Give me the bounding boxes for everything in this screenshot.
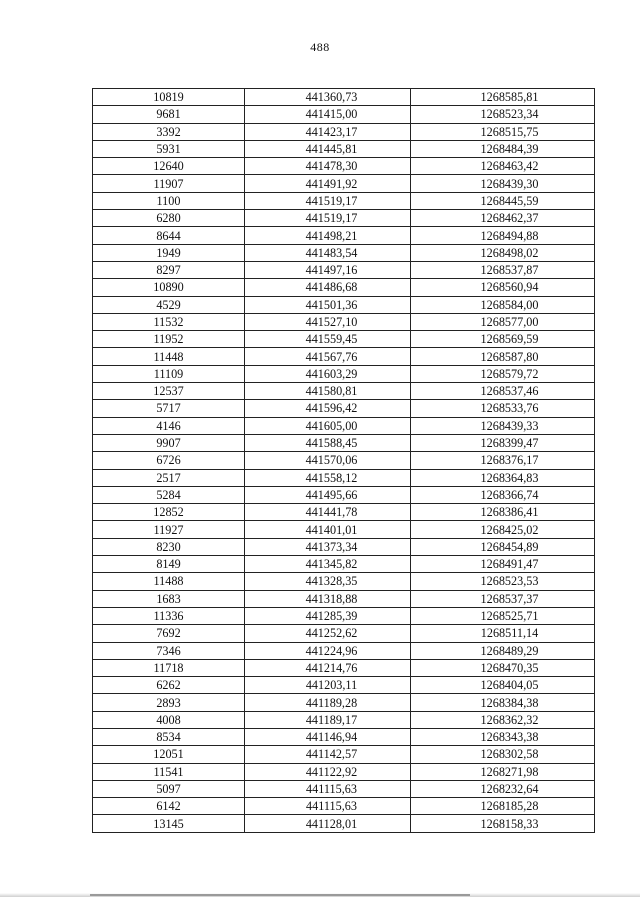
y-coordinate-cell: 1268364,83 [411, 469, 595, 486]
table-row [93, 590, 595, 607]
x-coordinate-cell: 441567,76 [245, 348, 411, 365]
x-coordinate-cell: 441441,78 [245, 504, 411, 521]
point-number-cell: 11927 [93, 521, 245, 538]
point-number-cell: 4529 [93, 296, 245, 313]
y-coordinate-cell: 1268537,46 [411, 383, 595, 400]
point-number-cell: 6142 [93, 798, 245, 815]
point-number-cell: 7346 [93, 642, 245, 659]
y-coordinate-cell: 1268537,37 [411, 590, 595, 607]
y-coordinate-cell: 1268579,72 [411, 365, 595, 382]
scan-mark [90, 894, 470, 896]
table-row [93, 313, 595, 330]
y-coordinate-cell: 1268491,47 [411, 556, 595, 573]
point-number-cell: 8644 [93, 227, 245, 244]
table-row [93, 607, 595, 624]
x-coordinate-cell: 441401,01 [245, 521, 411, 538]
x-coordinate-cell: 441142,57 [245, 746, 411, 763]
point-number-cell: 6280 [93, 210, 245, 227]
point-number-cell: 6262 [93, 677, 245, 694]
x-coordinate-cell: 441252,62 [245, 625, 411, 642]
x-coordinate-cell: 441580,81 [245, 383, 411, 400]
y-coordinate-cell: 1268470,35 [411, 659, 595, 676]
table-row [93, 192, 595, 209]
table-row [93, 469, 595, 486]
x-coordinate-cell: 441328,35 [245, 573, 411, 590]
y-coordinate-cell: 1268525,71 [411, 607, 595, 624]
point-number-cell: 13145 [93, 815, 245, 832]
point-number-cell: 5097 [93, 780, 245, 797]
table-row [93, 140, 595, 157]
y-coordinate-cell: 1268343,38 [411, 728, 595, 745]
point-number-cell: 12852 [93, 504, 245, 521]
point-number-cell: 12051 [93, 746, 245, 763]
x-coordinate-cell: 441570,06 [245, 452, 411, 469]
table-row [93, 486, 595, 503]
y-coordinate-cell: 1268445,59 [411, 192, 595, 209]
table-row [93, 538, 595, 555]
table-row [93, 331, 595, 348]
point-number-cell: 11541 [93, 763, 245, 780]
x-coordinate-cell: 441189,17 [245, 711, 411, 728]
point-number-cell: 12640 [93, 158, 245, 175]
point-number-cell: 2893 [93, 694, 245, 711]
x-coordinate-cell: 441497,16 [245, 261, 411, 278]
x-coordinate-cell: 441115,63 [245, 798, 411, 815]
x-coordinate-cell: 441203,11 [245, 677, 411, 694]
y-coordinate-cell: 1268271,98 [411, 763, 595, 780]
table-row [93, 348, 595, 365]
table-row [93, 175, 595, 192]
y-coordinate-cell: 1268498,02 [411, 244, 595, 261]
y-coordinate-cell: 1268577,00 [411, 313, 595, 330]
x-coordinate-cell: 441360,73 [245, 89, 411, 106]
x-coordinate-cell: 441128,01 [245, 815, 411, 832]
x-coordinate-cell: 441603,29 [245, 365, 411, 382]
y-coordinate-cell: 1268158,33 [411, 815, 595, 832]
x-coordinate-cell: 441605,00 [245, 417, 411, 434]
table-row [93, 365, 595, 382]
coordinates-table [92, 88, 595, 833]
table-row [93, 556, 595, 573]
table-row [93, 625, 595, 642]
x-coordinate-cell: 441495,66 [245, 486, 411, 503]
x-coordinate-cell: 441224,96 [245, 642, 411, 659]
point-number-cell: 11907 [93, 175, 245, 192]
table-row [93, 452, 595, 469]
table-row [93, 210, 595, 227]
point-number-cell: 4146 [93, 417, 245, 434]
y-coordinate-cell: 1268489,29 [411, 642, 595, 659]
table-row [93, 296, 595, 313]
table-row [93, 815, 595, 832]
point-number-cell: 1683 [93, 590, 245, 607]
point-number-cell: 11109 [93, 365, 245, 382]
table-row [93, 521, 595, 538]
y-coordinate-cell: 1268386,41 [411, 504, 595, 521]
x-coordinate-cell: 441501,36 [245, 296, 411, 313]
table-row [93, 728, 595, 745]
table-row [93, 746, 595, 763]
x-coordinate-cell: 441478,30 [245, 158, 411, 175]
point-number-cell: 4008 [93, 711, 245, 728]
table-row [93, 573, 595, 590]
x-coordinate-cell: 441445,81 [245, 140, 411, 157]
table-row [93, 642, 595, 659]
table-row [93, 780, 595, 797]
x-coordinate-cell: 441491,92 [245, 175, 411, 192]
y-coordinate-cell: 1268425,02 [411, 521, 595, 538]
x-coordinate-cell: 441588,45 [245, 434, 411, 451]
table-row [93, 227, 595, 244]
table-row [93, 434, 595, 451]
y-coordinate-cell: 1268454,89 [411, 538, 595, 555]
page-number: 488 [310, 40, 330, 54]
coordinates-table-body [93, 89, 595, 833]
x-coordinate-cell: 441318,88 [245, 590, 411, 607]
y-coordinate-cell: 1268587,80 [411, 348, 595, 365]
table-row [93, 417, 595, 434]
y-coordinate-cell: 1268463,42 [411, 158, 595, 175]
x-coordinate-cell: 441498,21 [245, 227, 411, 244]
table-row [93, 279, 595, 296]
table-row [93, 711, 595, 728]
x-coordinate-cell: 441122,92 [245, 763, 411, 780]
y-coordinate-cell: 1268399,47 [411, 434, 595, 451]
table-row [93, 158, 595, 175]
table-row [93, 383, 595, 400]
y-coordinate-cell: 1268523,53 [411, 573, 595, 590]
point-number-cell: 11336 [93, 607, 245, 624]
x-coordinate-cell: 441146,94 [245, 728, 411, 745]
table-row [93, 400, 595, 417]
table-row [93, 659, 595, 676]
point-number-cell: 1949 [93, 244, 245, 261]
y-coordinate-cell: 1268584,00 [411, 296, 595, 313]
point-number-cell: 8230 [93, 538, 245, 555]
y-coordinate-cell: 1268533,76 [411, 400, 595, 417]
y-coordinate-cell: 1268439,33 [411, 417, 595, 434]
x-coordinate-cell: 441189,28 [245, 694, 411, 711]
point-number-cell: 5717 [93, 400, 245, 417]
point-number-cell: 11952 [93, 331, 245, 348]
x-coordinate-cell: 441519,17 [245, 210, 411, 227]
table-row [93, 106, 595, 123]
point-number-cell: 7692 [93, 625, 245, 642]
y-coordinate-cell: 1268404,05 [411, 677, 595, 694]
point-number-cell: 11718 [93, 659, 245, 676]
y-coordinate-cell: 1268366,74 [411, 486, 595, 503]
point-number-cell: 8149 [93, 556, 245, 573]
x-coordinate-cell: 441115,63 [245, 780, 411, 797]
y-coordinate-cell: 1268523,34 [411, 106, 595, 123]
y-coordinate-cell: 1268462,37 [411, 210, 595, 227]
table-row [93, 504, 595, 521]
point-number-cell: 6726 [93, 452, 245, 469]
point-number-cell: 9907 [93, 434, 245, 451]
point-number-cell: 8297 [93, 261, 245, 278]
y-coordinate-cell: 1268569,59 [411, 331, 595, 348]
x-coordinate-cell: 441214,76 [245, 659, 411, 676]
table-row [93, 763, 595, 780]
x-coordinate-cell: 441519,17 [245, 192, 411, 209]
x-coordinate-cell: 441345,82 [245, 556, 411, 573]
point-number-cell: 12537 [93, 383, 245, 400]
y-coordinate-cell: 1268560,94 [411, 279, 595, 296]
x-coordinate-cell: 441596,42 [245, 400, 411, 417]
point-number-cell: 10819 [93, 89, 245, 106]
point-number-cell: 1100 [93, 192, 245, 209]
point-number-cell: 5284 [93, 486, 245, 503]
x-coordinate-cell: 441527,10 [245, 313, 411, 330]
table-row [93, 677, 595, 694]
y-coordinate-cell: 1268439,30 [411, 175, 595, 192]
x-coordinate-cell: 441423,17 [245, 123, 411, 140]
x-coordinate-cell: 441285,39 [245, 607, 411, 624]
table-row [93, 244, 595, 261]
x-coordinate-cell: 441558,12 [245, 469, 411, 486]
x-coordinate-cell: 441559,45 [245, 331, 411, 348]
table-row [93, 89, 595, 106]
point-number-cell: 11448 [93, 348, 245, 365]
point-number-cell: 5931 [93, 140, 245, 157]
table-row [93, 798, 595, 815]
y-coordinate-cell: 1268515,75 [411, 123, 595, 140]
y-coordinate-cell: 1268585,81 [411, 89, 595, 106]
point-number-cell: 2517 [93, 469, 245, 486]
table-row [93, 261, 595, 278]
x-coordinate-cell: 441415,00 [245, 106, 411, 123]
point-number-cell: 10890 [93, 279, 245, 296]
x-coordinate-cell: 441483,54 [245, 244, 411, 261]
y-coordinate-cell: 1268484,39 [411, 140, 595, 157]
y-coordinate-cell: 1268232,64 [411, 780, 595, 797]
y-coordinate-cell: 1268494,88 [411, 227, 595, 244]
point-number-cell: 9681 [93, 106, 245, 123]
y-coordinate-cell: 1268537,87 [411, 261, 595, 278]
y-coordinate-cell: 1268376,17 [411, 452, 595, 469]
y-coordinate-cell: 1268302,58 [411, 746, 595, 763]
y-coordinate-cell: 1268185,28 [411, 798, 595, 815]
y-coordinate-cell: 1268384,38 [411, 694, 595, 711]
point-number-cell: 11488 [93, 573, 245, 590]
point-number-cell: 11532 [93, 313, 245, 330]
table-row [93, 123, 595, 140]
y-coordinate-cell: 1268511,14 [411, 625, 595, 642]
point-number-cell: 8534 [93, 728, 245, 745]
table-row [93, 694, 595, 711]
y-coordinate-cell: 1268362,32 [411, 711, 595, 728]
x-coordinate-cell: 441373,34 [245, 538, 411, 555]
x-coordinate-cell: 441486,68 [245, 279, 411, 296]
point-number-cell: 3392 [93, 123, 245, 140]
